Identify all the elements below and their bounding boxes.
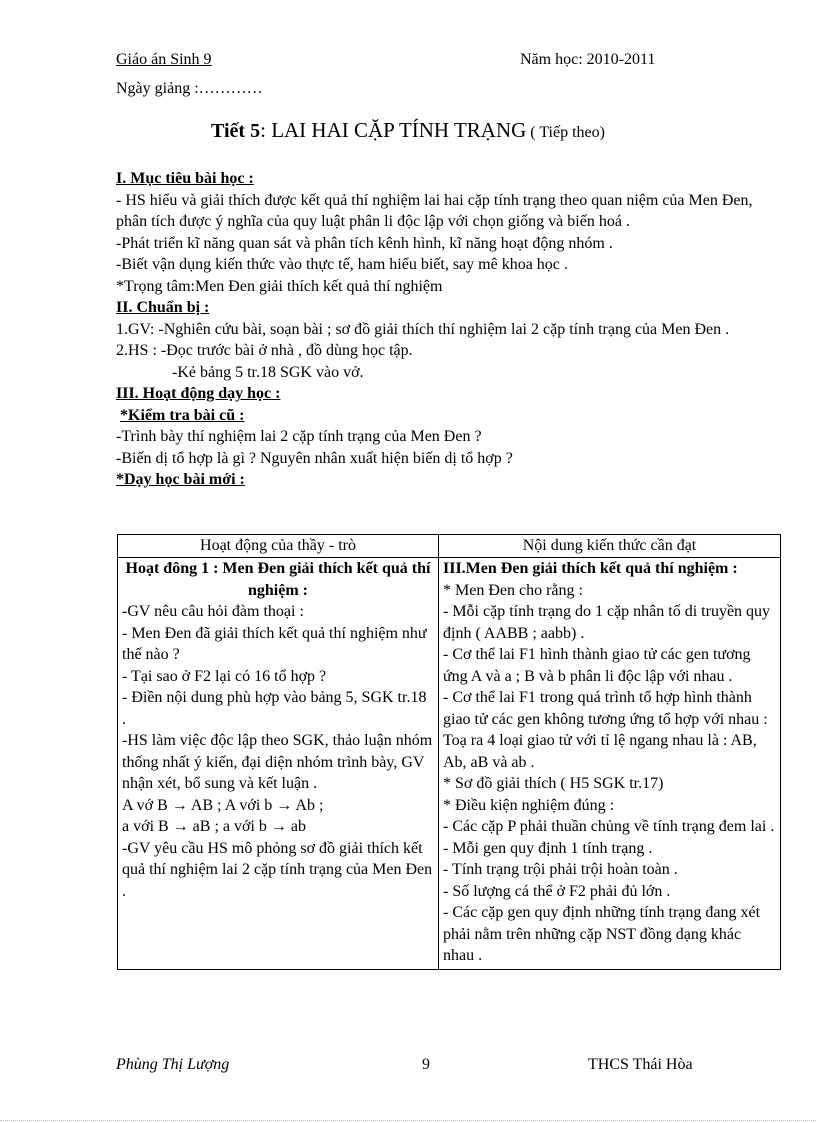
activity-line: - Điền nội dung phù hợp vào bảng 5, SGK tr.18 . bbox=[122, 689, 427, 728]
footer-author: Phùng Thị Lượng bbox=[116, 1056, 230, 1073]
objective-line: -Phát triển kĩ năng quan sát và phân tích kênh hình, kĩ năng hoạt động nhóm . bbox=[116, 234, 613, 252]
content-line: * Điều kiện nghiệm đúng : bbox=[443, 796, 615, 814]
column-header-activities: Hoạt động của thầy - trò bbox=[118, 535, 439, 558]
content-line: * Sơ đồ giải thích ( H5 SGK tr.17) bbox=[443, 775, 664, 792]
content-title: III.Men Đen giải thích kết quả thí nghiệm : bbox=[443, 560, 738, 577]
objective-line: -Biết vận dụng kiến thức vào thực tế, ham hiểu biết, say mê khoa học . bbox=[116, 256, 568, 273]
column-header-content: Nội dung kiến thức cần đạt bbox=[439, 535, 781, 558]
content-line: - Các cặp gen quy định những tính trạng đang xét phải nằm trên những cặp NST đồng dạng khác nhau . bbox=[443, 904, 761, 964]
activity-line: -HS làm việc độc lập theo SGK, thảo luận nhóm thống nhất ý kiến, đại diện nhóm trình bày, GV nhận xét, bổ sung và kết luận . bbox=[122, 732, 433, 792]
section-preparation-heading: II. Chuẩn bị : bbox=[116, 299, 210, 316]
activity-line: a với B → aB ; a với b → ab bbox=[122, 818, 307, 835]
header-school-year: Năm học: 2010-2011 bbox=[520, 51, 656, 68]
objective-focus: *Trọng tâm:Men Đen giải thích kết quả thí nghiệm bbox=[116, 277, 443, 295]
page-bottom-divider bbox=[0, 1120, 816, 1121]
review-question: -Trình bày thí nghiệm lai 2 cặp tính trạng của Men Đen ? bbox=[116, 428, 482, 445]
content-line: - Cơ thể lai F1 trong quá trình tổ hợp hình thành giao tử các gen không tương ứng tổ hợp với nhau : Toạ ra 4 loại giao tử với tỉ lệ ngang nhau là : AB, Ab, aB và ab . bbox=[443, 689, 768, 771]
table-row bbox=[118, 558, 781, 970]
preparation-student-2: -Kẻ bảng 5 tr.18 SGK vào vở. bbox=[172, 363, 364, 381]
activity-line: -GV yêu cầu HS mô phỏng sơ đồ giải thích kết quả thí nghiệm lai 2 cặp tính trạng của Men Đen . bbox=[122, 839, 433, 900]
preparation-student: 2.HS : -Đọc trước bài ở nhà , đồ dùng học tập. bbox=[116, 342, 413, 359]
new-lesson-heading: *Dạy học bài mới : bbox=[116, 471, 245, 488]
lesson-title-note: ( Tiếp theo) bbox=[526, 124, 605, 141]
table-header-row bbox=[118, 535, 781, 558]
activity-line: - Men Đen đã giải thích kết quả thí nghiệm như thế nào ? bbox=[122, 624, 427, 663]
content-line: - Mỗi gen quy định 1 tính trạng . bbox=[443, 839, 653, 857]
objective-line: - HS hiểu và giải thích được kết quả thí nghiệm lai hai cặp tính trạng theo quan niệm của Men Đen, phân tích được ý nghĩa của quy luật phân li độc lập với chọn giống và biến hoá . bbox=[116, 191, 753, 230]
lesson-body bbox=[116, 168, 780, 491]
footer-school: THCS Thái Hòa bbox=[588, 1056, 693, 1073]
activity-line: A vớ B → AB ; A với b → Ab ; bbox=[122, 796, 324, 814]
content-line: - Mỗi cặp tính trạng do 1 cặp nhân tố di truyền quy định ( AABB ; aabb) . bbox=[443, 603, 771, 642]
content-line: - Các cặp P phải thuần chủng về tính trạng đem lai . bbox=[443, 818, 775, 835]
content-line: - Số lượng cá thể ở F2 phải đủ lớn . bbox=[443, 882, 671, 900]
content-cell bbox=[439, 558, 781, 970]
content-line: * Men Đen cho rằng : bbox=[443, 581, 583, 599]
lesson-title bbox=[0, 118, 816, 143]
lesson-main-title: LAI HAI CẶP TÍNH TRẠNG bbox=[271, 118, 527, 142]
teaching-date: Ngày giảng :………… bbox=[116, 80, 263, 97]
section-objectives-heading: I. Mục tiêu bài học : bbox=[116, 170, 254, 187]
activity-line: - Tại sao ở F2 lại có 16 tổ hợp ? bbox=[122, 667, 327, 685]
activities-cell bbox=[118, 558, 439, 970]
footer-page-number: 9 bbox=[422, 1056, 430, 1073]
lesson-activity-table bbox=[117, 534, 781, 970]
lesson-number: Tiết 5 bbox=[211, 120, 261, 142]
header-subject: Giáo án Sinh 9 bbox=[116, 51, 212, 68]
activity-line: -GV nêu câu hỏi đàm thoại : bbox=[122, 603, 304, 620]
content-line: - Cơ thể lai F1 hình thành giao tử các gen tương ứng A và a ; B và b phân li độc lập với nhau . bbox=[443, 646, 751, 685]
review-heading: *Kiểm tra bài cũ : bbox=[120, 406, 245, 424]
preparation-teacher: 1.GV: -Nghiên cứu bài, soạn bài ; sơ đồ giải thích thí nghiệm lai 2 cặp tính trạng của Men Đen . bbox=[116, 320, 730, 338]
activity-title: Hoạt đông 1 : Men Đen giải thích kết quả thí nghiệm : bbox=[125, 560, 431, 599]
title-colon: : bbox=[260, 118, 272, 142]
content-line: - Tính trạng trội phải trội hoàn toàn . bbox=[443, 861, 678, 878]
section-activities-heading: III. Hoạt động dạy học : bbox=[116, 385, 281, 402]
review-question: -Biến dị tổ hợp là gì ? Nguyên nhân xuất hiện biến dị tổ hợp ? bbox=[116, 449, 513, 467]
